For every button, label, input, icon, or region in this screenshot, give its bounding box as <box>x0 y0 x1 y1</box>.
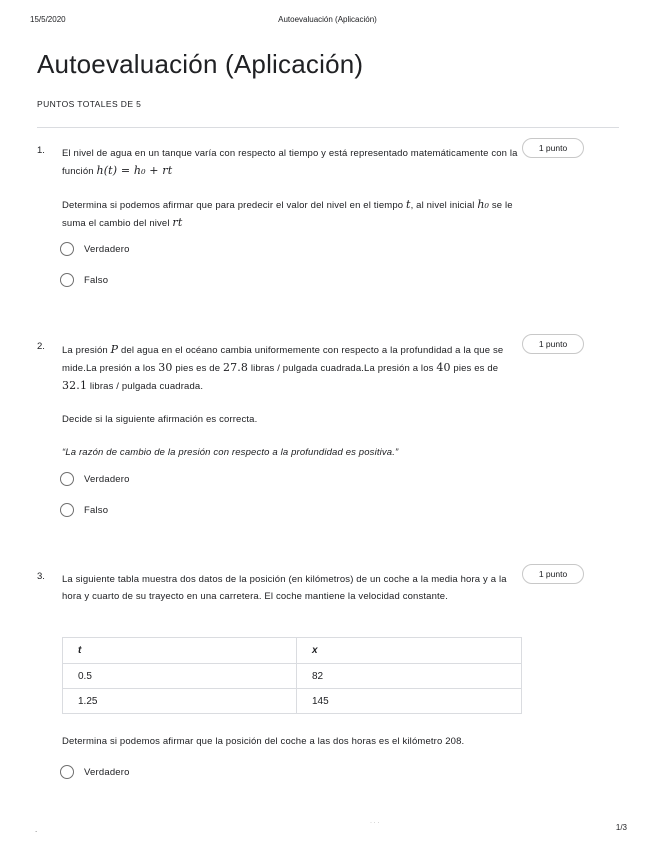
question-statement: “La razón de cambio de la presión con respecto a la profundidad es positiva.” <box>62 447 399 458</box>
table-header-cell: x <box>297 638 522 664</box>
print-footer-center-mark: · · · <box>370 820 380 826</box>
points-badge: 1 punto <box>522 564 584 584</box>
table-row <box>63 664 522 689</box>
radio-button-icon[interactable] <box>60 765 74 779</box>
question-paragraph: Determina si podemos afirmar que la posición del coche a las dos horas es el kilómetro 208. <box>62 736 465 747</box>
option-label: Verdadero <box>84 766 130 778</box>
table-cell: 145 <box>297 689 522 714</box>
table-cell: 1.25 <box>63 689 297 714</box>
option-label: Verdadero <box>84 473 130 485</box>
option-verdadero[interactable] <box>60 470 130 488</box>
page-title: Autoevaluación (Aplicación) <box>37 49 364 79</box>
print-footer-mark: . <box>35 825 38 834</box>
table-cell: 0.5 <box>63 664 297 689</box>
question-paragraph: La presión P del agua en el océano cambia uniformemente con respecto a la profundidad a la que se mide.La presión a los 30 pies es de 27.8 libras / pulgada cuadrada.La presión a los 40 pies es de 32.1 libras / pulgada cuadrada. <box>62 343 504 392</box>
option-falso[interactable] <box>60 501 108 519</box>
table-cell: 82 <box>297 664 522 689</box>
radio-button-icon[interactable] <box>60 472 74 486</box>
total-points: PUNTOS TOTALES DE 5 <box>37 99 142 109</box>
page-number: 1/3 <box>615 823 627 832</box>
question-number: 3. <box>37 571 45 582</box>
table-header-cell: t <box>63 638 297 664</box>
option-verdadero[interactable] <box>60 240 130 258</box>
question-paragraph: El nivel de agua en un tanque varía con respecto al tiempo y está representado matemáticamente con la función h(t) = h₀ + rt <box>62 148 518 177</box>
points-badge: 1 punto <box>522 138 584 158</box>
points-badge: 1 punto <box>522 334 584 354</box>
question-text <box>62 341 522 477</box>
question-number: 1. <box>37 145 45 156</box>
radio-button-icon[interactable] <box>60 242 74 256</box>
table-row <box>63 689 522 714</box>
table-header-row <box>63 638 522 664</box>
option-label: Verdadero <box>84 243 130 255</box>
option-falso[interactable] <box>60 271 108 289</box>
radio-button-icon[interactable] <box>60 503 74 517</box>
header-divider <box>37 127 619 128</box>
math-formula: h(t) = h₀ + rt <box>96 164 173 177</box>
question-paragraph: Determina si podemos afirmar que para predecir el valor del nivel en el tiempo t, al nivel inicial h₀ se le suma el cambio del nivel rt <box>62 198 513 229</box>
option-verdadero[interactable] <box>60 763 130 781</box>
question-text-after-table <box>62 733 542 766</box>
question-text <box>62 145 522 248</box>
data-table <box>62 637 522 714</box>
question-text <box>62 571 522 621</box>
question-paragraph: La siguiente tabla muestra dos datos de la posición (en kilómetros) de un coche a la media hora y a la hora y cuarto de su trayecto en una carretera. El coche mantiene la velocidad constante. <box>62 574 507 602</box>
option-label: Falso <box>84 274 109 286</box>
option-label: Falso <box>84 504 109 516</box>
print-doc-title: Autoevaluación (Aplicación) <box>278 15 377 24</box>
question-number: 2. <box>37 341 45 352</box>
question-paragraph: Decide si la siguiente afirmación es correcta. <box>62 414 258 425</box>
radio-button-icon[interactable] <box>60 273 74 287</box>
print-date: 15/5/2020 <box>30 15 66 24</box>
